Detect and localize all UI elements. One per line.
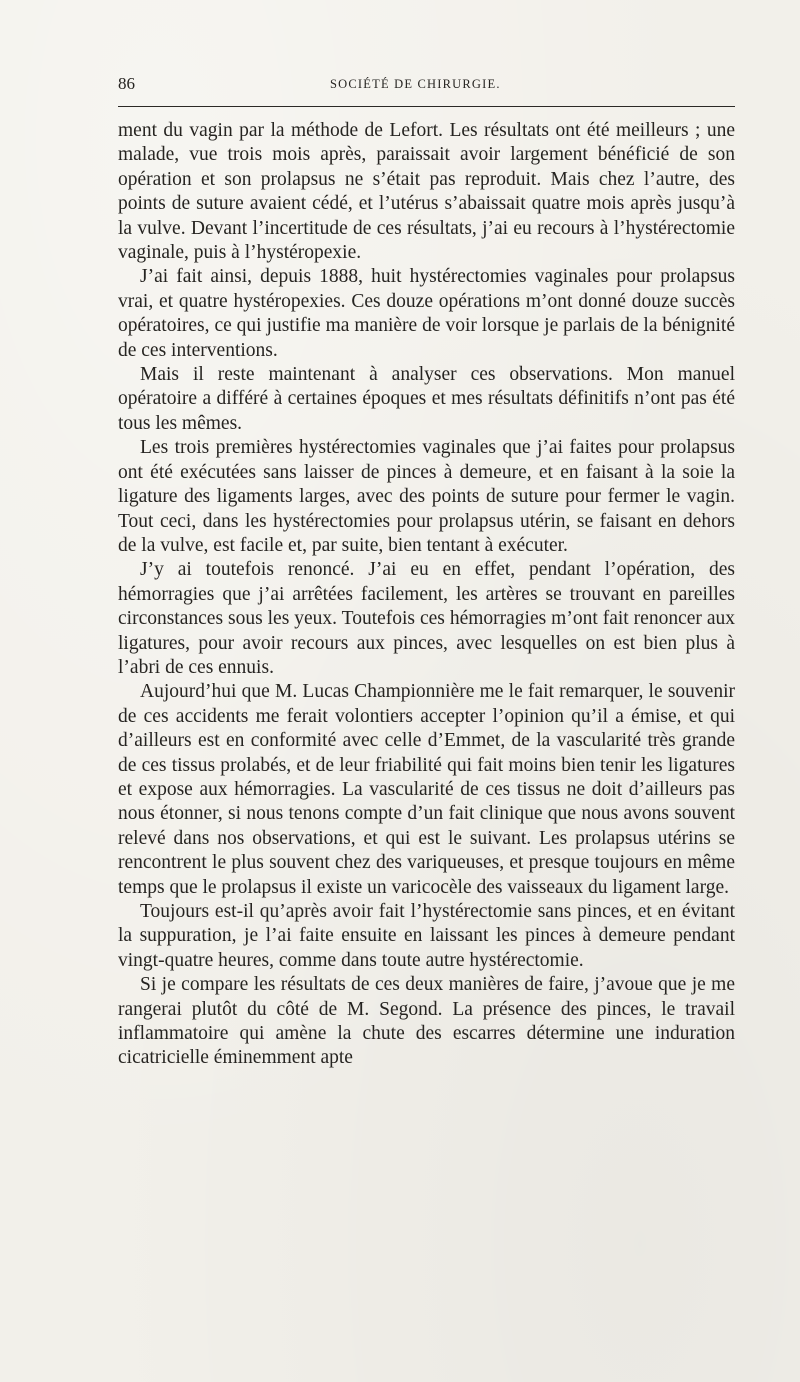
paragraph: Si je compare les résultats de ces deux manières de faire, j’avoue que je me rangerai plutôt du côté de M. Segond. La présence des pinces, le travail inflammatoire qui amène la chute des escarres détermine une induration cicatricielle éminemment apte [118,974,735,1069]
paragraph: Mais il reste maintenant à analyser ces observations. Mon manuel opératoire a différé à certaines époques et mes résultats définitifs n’ont pas été tous les mêmes. [118,364,735,434]
paragraph: Aujourd’hui que M. Lucas Championnière me le fait remarquer, le souvenir de ces accidents me ferait volontiers accepter l’opinion qu’il a émise, et qui d’ailleurs est en conformité avec celle d’Emmet, de la vascularité très grande de ces tissus prolabés, et de leur friabilité qui fait moins bien tenir les ligatures et expose aux hémorragies. La vascularité de ces tissus ne doit d’ailleurs pas nous étonner, si nous tenons compte d’un fait clinique que nous avons souvent relevé dans nos observations, et qui est le suivant. Les prolapsus utérins se rencontrent le plus souvent chez des variqueuses, et presque toujours en même temps que le prolapsus il existe un varicocèle des vaisseaux du ligament large. [118,681,735,898]
header-rule [118,106,735,107]
paragraph: J’y ai toutefois renoncé. J’ai eu en effet, pendant l’opération, des hémorragies que j’ai arrêtées facilement, les artères se trouvant en pareilles circonstances sous les yeux. Toutefois ces hémorragies m’ont fait renoncer aux ligatures, pour avoir recours aux pinces, avec lesquelles on est bien plus à l’abri de ces ennuis. [118,559,735,678]
paragraph: J’ai fait ainsi, depuis 1888, huit hystérectomies vaginales pour prolapsus vrai, et quatre hystéropexies. Ces douze opérations m’ont donné douze succès opératoires, ce qui justifie ma manière de voir lorsque je parlais de la bénignité de ces interventions. [118,266,735,361]
running-header [118,74,735,98]
paragraph: Les trois premières hystérectomies vaginales que j’ai faites pour prolapsus ont été exécutées sans laisser de pinces à demeure, et en faisant à la soie la ligature des ligaments larges, avec des points de suture pour fermer le vagin. Tout ceci, dans les hystérectomies pour prolapsus utérin, se faisant en dehors de la vulve, est facile et, par suite, bien tentant à exécuter. [118,437,735,556]
running-title: SOCIÉTÉ DE CHIRURGIE. [330,77,501,91]
paragraph: Toujours est-il qu’après avoir fait l’hystérectomie sans pinces, et en évitant la suppuration, je l’ai faite ensuite en laissant les pinces à demeure pendant vingt-quatre heures, comme dans toute autre hystérectomie. [118,901,735,971]
body-text [118,119,735,1071]
page-number: 86 [118,74,135,93]
paragraph: ment du vagin par la méthode de Lefort. Les résultats ont été meilleurs ; une malade, vue trois mois après, paraissait avoir largement bénéficié de son opération et son prolapsus ne s’était pas reproduit. Mais chez l’autre, des points de suture avaient cédé, et l’utérus s’abaissait quatre mois après jusqu’à la vulve. Devant l’incertitude de ces résultats, j’ai eu recours à l’hystérectomie vaginale, puis à l’hystéropexie. [118,120,735,264]
